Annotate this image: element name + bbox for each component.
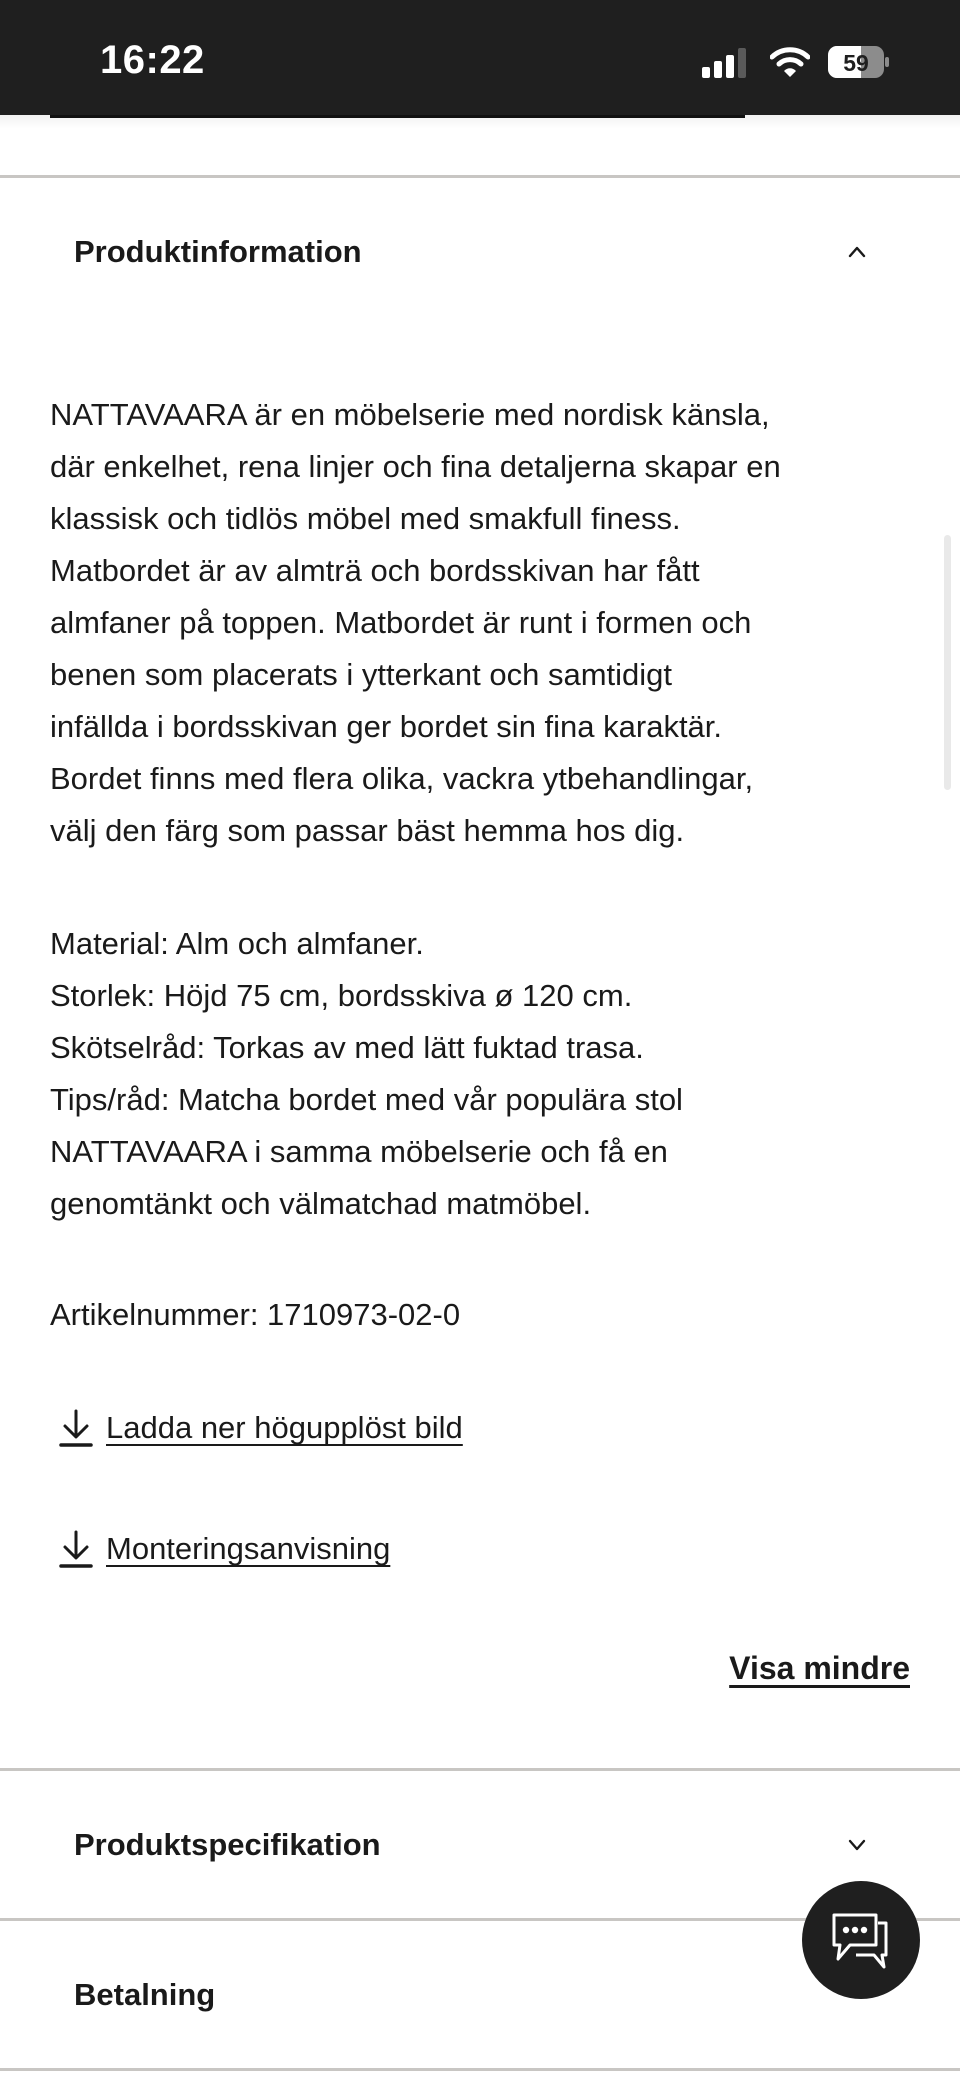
divider bbox=[0, 2068, 960, 2071]
description-line: infällda i bordsskivan ger bordet sin fina karaktär. bbox=[50, 709, 723, 744]
description-line: NATTAVAARA är en möbelserie med nordisk känsla, bbox=[50, 397, 770, 432]
details-material: Material: Alm och almfaner. bbox=[50, 926, 424, 961]
scrollbar[interactable] bbox=[944, 535, 951, 790]
download-image-link[interactable] bbox=[58, 1408, 463, 1448]
chat-bubbles-icon bbox=[830, 1911, 892, 1969]
details-size: Storlek: Höjd 75 cm, bordsskiva ø 120 cm. bbox=[50, 978, 633, 1013]
description-line: benen som placerats i ytterkant och samtidigt bbox=[50, 657, 673, 692]
top-bar-edge bbox=[50, 115, 745, 118]
article-number-text: Artikelnummer: 1710973-02-0 bbox=[50, 1297, 461, 1332]
product-description bbox=[50, 389, 920, 857]
chat-button[interactable] bbox=[802, 1881, 920, 1999]
accordion-title: Betalning bbox=[74, 1977, 216, 2012]
wifi-icon bbox=[770, 46, 810, 78]
status-bar bbox=[0, 0, 960, 115]
details-tips: NATTAVAARA i samma möbelserie och få en bbox=[50, 1134, 668, 1169]
accordion-produktinformation-header[interactable] bbox=[0, 212, 960, 292]
accordion-produktspecifikation-header[interactable] bbox=[0, 1805, 960, 1885]
description-line: klassisk och tidlös möbel med smakfull finess. bbox=[50, 501, 681, 536]
details-tips: genomtänkt och välmatchad matmöbel. bbox=[50, 1186, 592, 1221]
description-line: Bordet finns med flera olika, vackra ytbehandlingar, bbox=[50, 761, 754, 796]
divider bbox=[0, 175, 960, 178]
details-tips: Tips/råd: Matcha bordet med vår populära stol bbox=[50, 1082, 683, 1117]
divider bbox=[0, 1768, 960, 1771]
description-line: där enkelhet, rena linjer och fina detaljerna skapar en bbox=[50, 449, 781, 484]
details-care: Skötselråd: Torkas av med lätt fuktad trasa. bbox=[50, 1030, 644, 1065]
download-icon bbox=[58, 1529, 94, 1569]
description-line: Matbordet är av almträ och bordsskivan har fått bbox=[50, 553, 700, 588]
accordion-title: Produktspecifikation bbox=[74, 1827, 381, 1862]
status-time: 16:22 bbox=[100, 38, 205, 82]
battery-icon bbox=[828, 46, 890, 78]
download-icon bbox=[58, 1408, 94, 1448]
chevron-up-icon[interactable] bbox=[842, 237, 872, 267]
download-image-label[interactable]: Ladda ner högupplöst bild bbox=[106, 1410, 463, 1445]
svg-text:59: 59 bbox=[843, 50, 869, 76]
accordion-title: Produktinformation bbox=[74, 234, 362, 269]
description-line: almfaner på toppen. Matbordet är runt i formen och bbox=[50, 605, 752, 640]
chevron-down-icon[interactable] bbox=[842, 1830, 872, 1860]
article-number bbox=[50, 1289, 920, 1341]
assembly-instructions-link[interactable] bbox=[58, 1529, 390, 1569]
product-details bbox=[50, 918, 920, 1230]
description-line: välj den färg som passar bäst hemma hos dig. bbox=[50, 813, 685, 848]
assembly-instructions-label[interactable]: Monteringsanvisning bbox=[106, 1531, 391, 1566]
signal-icon bbox=[702, 48, 750, 78]
show-less-link[interactable]: Visa mindre bbox=[729, 1650, 910, 1686]
